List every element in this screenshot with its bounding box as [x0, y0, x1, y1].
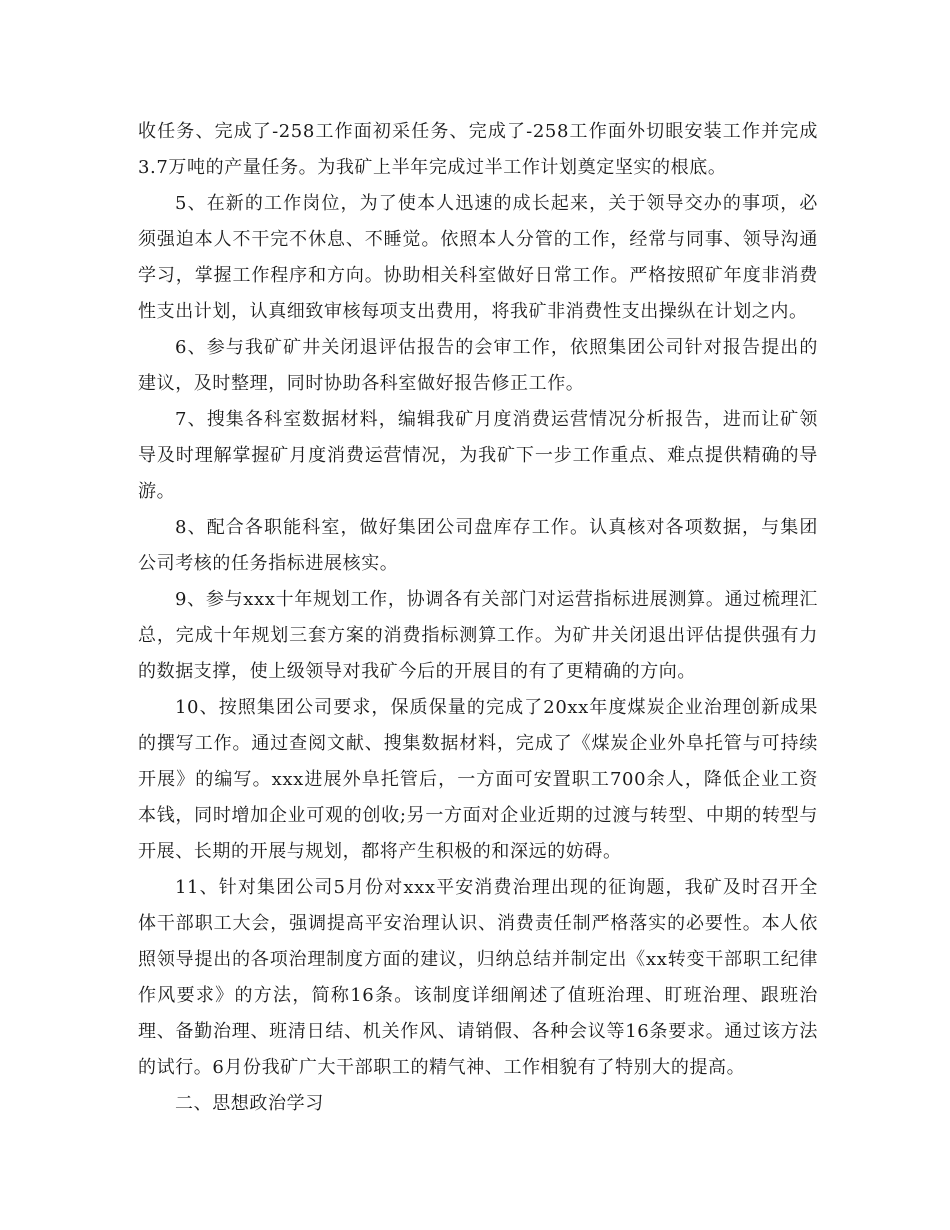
paragraph-item-9: 9、参与xxx十年规划工作，协调各有关部门对运营指标进展测算。通过梳理汇总，完成十年规划三套方案的消费指标测算工作。为矿井关闭退出评估提供强有力的数据支撑，使上级领导对我矿今后的开展目的有了更精确的方向。: [138, 589, 818, 682]
paragraph-item-6: 6、参与我矿矿井关闭退评估报告的会审工作，依照集团公司针对报告提出的建议，及时整理，同时协助各科室做好报告修正工作。: [138, 337, 818, 394]
paragraph-item-11: 11、针对集团公司5月份对xxx平安消费治理出现的征询题，我矿及时召开全体干部职工大会，强调提高平安治理认识、消费责任制严格落实的必要性。本人依照领导提出的各项治理制度方面的建议，归纳总结并制定出《xx转变干部职工纪律作风要求》的方法，简称16条。该制度详细阐述了值班治理、盯班治理、跟班治理、备勤治理、班清日结、机关作风、请销假、各种会议等16条要求。通过该方法的试行。6月份我矿广大干部职工的精气神、工作相貌有了特别大的提高。: [138, 877, 818, 1078]
section-heading: 二、思想政治学习: [175, 1093, 324, 1114]
paragraph-item-7: 7、搜集各科室数据材料，编辑我矿月度消费运营情况分析报告，进而让矿领导及时理解掌握矿月度消费运营情况，为我矿下一步工作重点、难点提供精确的导游。: [138, 409, 818, 502]
paragraph-item-10: 10、按照集团公司要求，保质保量的完成了20xx年度煤炭企业治理创新成果的撰写工作。通过查阅文献、搜集数据材料，完成了《煤炭企业外阜托管与可持续开展》的编写。xxx进展外阜托管后，一方面可安置职工700余人，降低企业工资本钱，同时增加企业可观的创收;另一方面对企业近期的过渡与转型、中期的转型与开展、长期的开展与规划，都将产生积极的和深远的妨碍。: [138, 697, 818, 862]
paragraph-item-5: 5、在新的工作岗位，为了使本人迅速的成长起来，关于领导交办的事项，必须强迫本人不干完不休息、不睡觉。依照本人分管的工作，经常与同事、领导沟通学习，掌握工作程序和方向。协助相关科室做好日常工作。严格按照矿年度非消费性支出计划，认真细致审核每项支出费用，将我矿非消费性支出操纵在计划之内。: [138, 193, 818, 322]
paragraph-continued-task: 收任务、完成了-258工作面初采任务、完成了-258工作面外切眼安装工作并完成3.7万吨的产量任务。为我矿上半年完成过半工作计划奠定坚实的根底。: [138, 121, 818, 178]
paragraph-item-8: 8、配合各职能科室，做好集团公司盘库存工作。认真核对各项数据，与集团公司考核的任务指标进展核实。: [138, 517, 818, 574]
document-body: [138, 114, 818, 1122]
